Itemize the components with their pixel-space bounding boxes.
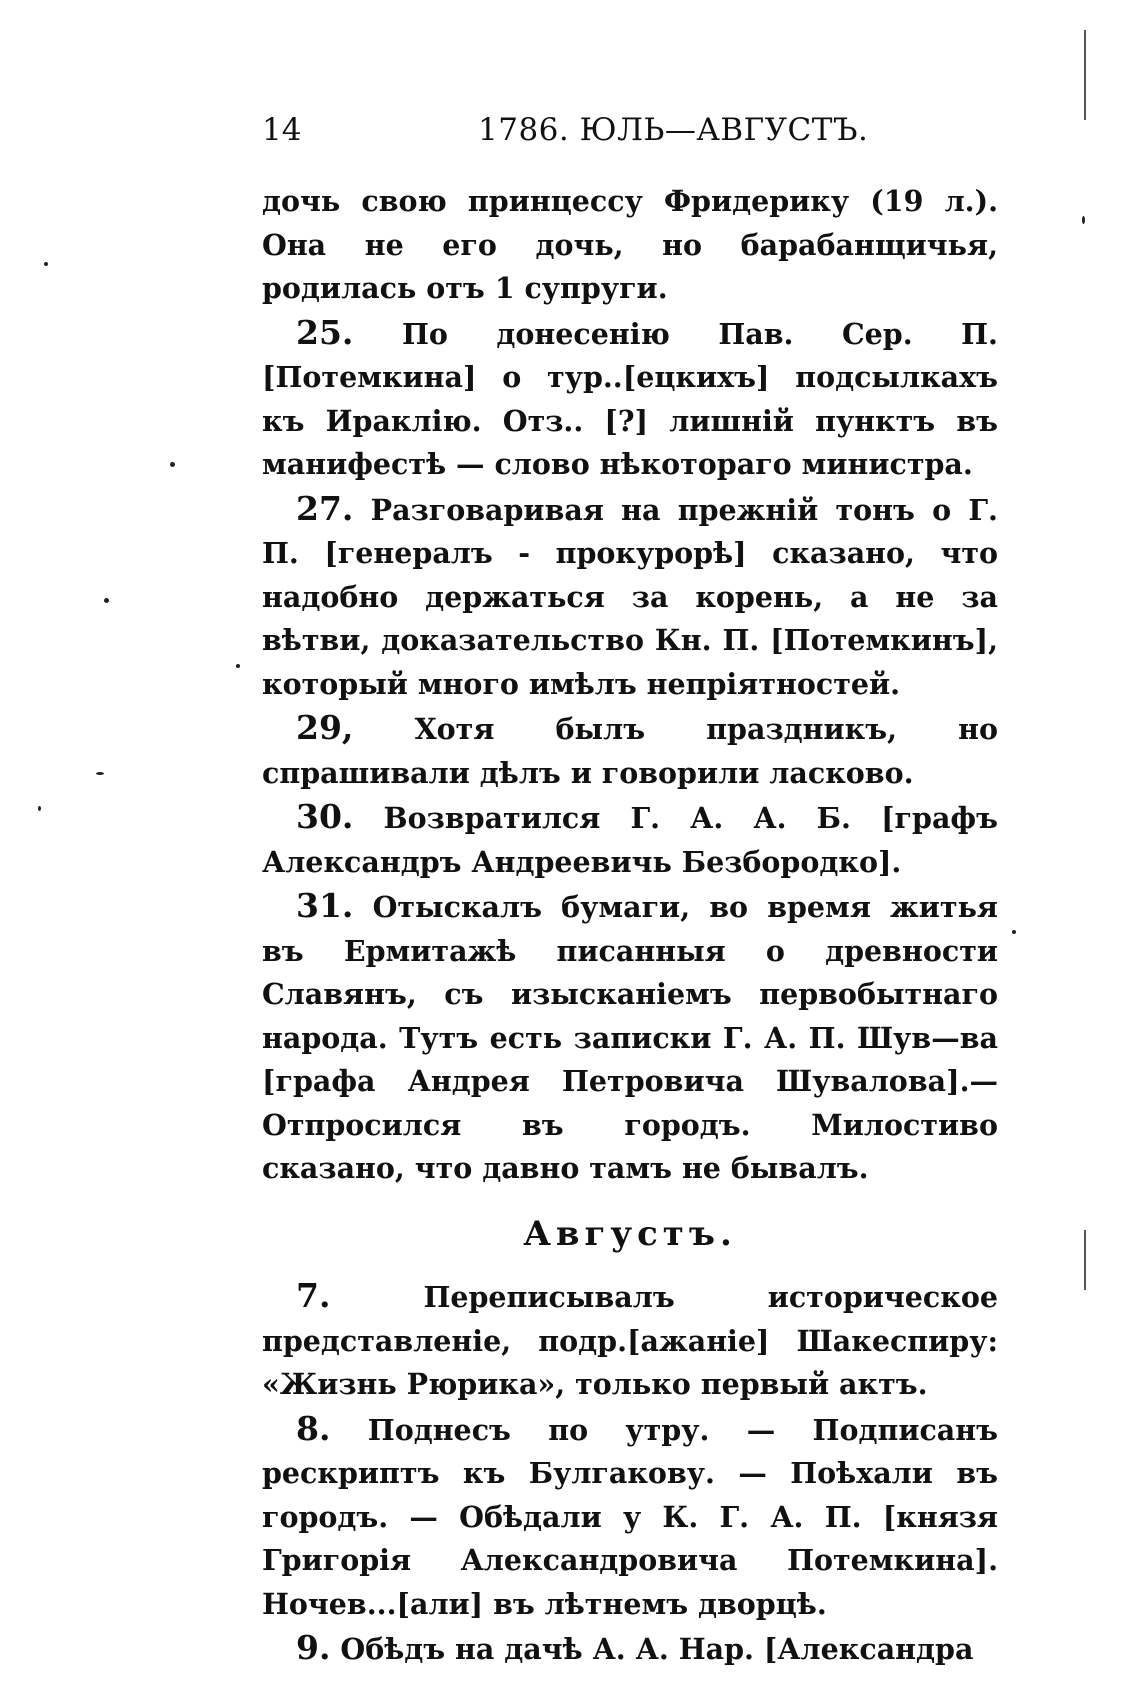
entry-day: 25.	[296, 312, 354, 352]
diary-entry-july-25	[262, 311, 998, 487]
entry-day: 29,	[296, 708, 354, 747]
entry-day: 9.	[296, 1628, 331, 1667]
section-heading-august: Августъ.	[523, 1213, 737, 1254]
diary-entry-july-31	[262, 884, 998, 1191]
scan-speck	[38, 806, 41, 811]
diary-entry-july-27	[262, 487, 998, 707]
scan-speck	[1012, 930, 1016, 934]
entry-text: По донесенію Пав. Сер. П. [Потемкина] о тур..[ецкихъ] подсылкахъ къ Ираклію. Отз.. [?] лишній пунктъ въ манифестѣ — слово нѣкотораго министра.	[262, 316, 998, 481]
entry-day: 30.	[296, 797, 354, 836]
scan-speck	[170, 462, 175, 467]
diary-entry-july-30	[262, 795, 998, 884]
entry-text: Разговаривая на прежній тонъ о Г. П. [генералъ - прокурорѣ] сказано, что надобно держаться за корень, а не за вѣтви, доказательство Кн. П. [Потемкинъ], который много имѣлъ непріятностей.	[262, 492, 998, 701]
entry-day: 31.	[296, 886, 354, 925]
page-body	[262, 180, 998, 1672]
scan-speck	[1082, 216, 1085, 224]
running-title: 1786. ЮЛЬ—АВГУСТЪ.	[478, 112, 869, 148]
page-number: 14	[262, 112, 302, 148]
scan-edge-mark	[1084, 30, 1086, 120]
scan-speck	[236, 664, 240, 668]
entry-day: 27.	[296, 488, 354, 528]
entry-text: Обѣдъ на дачѣ А. А. Нар. [Александра	[340, 1632, 974, 1666]
entry-text: Возвратился Г. А. А. Б. [графъ Александръ Андреевичь Безбородко].	[262, 801, 998, 879]
entry-day: 7.	[296, 1276, 331, 1315]
diary-entry-august-7	[262, 1274, 998, 1407]
opening-paragraph: дочь свою принцессу Фридерику (19 л.). Она не его дочь, но барабанщичья, родилась отъ 1 супруги.	[262, 184, 998, 305]
entry-text: Отыскалъ бумаги, во время житья въ Ермитажѣ писанныя о древности Славянъ, съ изысканіемъ первобытнаго народа. Тутъ есть записки Г. А. П. Шув—ва [графа Андрея Петровича Шувалова].— Отпросился въ городъ. Милостиво сказано, что давно тамъ не бывалъ.	[262, 890, 998, 1185]
entry-text: Хотя былъ праздникъ, но спрашивали дѣлъ и говорили ласково.	[262, 712, 998, 790]
diary-entry-august-8	[262, 1407, 998, 1627]
diary-entry-august-9	[262, 1626, 998, 1672]
entry-text: Поднесъ по утру. — Подписанъ рескриптъ къ Булгакову. — Поѣхали въ городъ. — Обѣдали у К. Г. А. П. [князя Григорія Александровича Потемкина]. Ночев...[али] въ лѣтнемъ дворцѣ.	[262, 1412, 998, 1621]
scan-speck	[96, 772, 104, 775]
diary-entry-july-29	[262, 706, 998, 795]
scan-speck	[104, 598, 109, 603]
scan-edge-mark	[1084, 1230, 1086, 1290]
entry-text: Переписывалъ историческое представленіе, подр.[ажаніе] Шакеспиру: «Жизнь Рюрика», только первый актъ.	[262, 1280, 998, 1401]
scan-speck	[44, 262, 48, 266]
entry-day: 8.	[296, 1408, 331, 1448]
running-head	[262, 108, 1002, 152]
